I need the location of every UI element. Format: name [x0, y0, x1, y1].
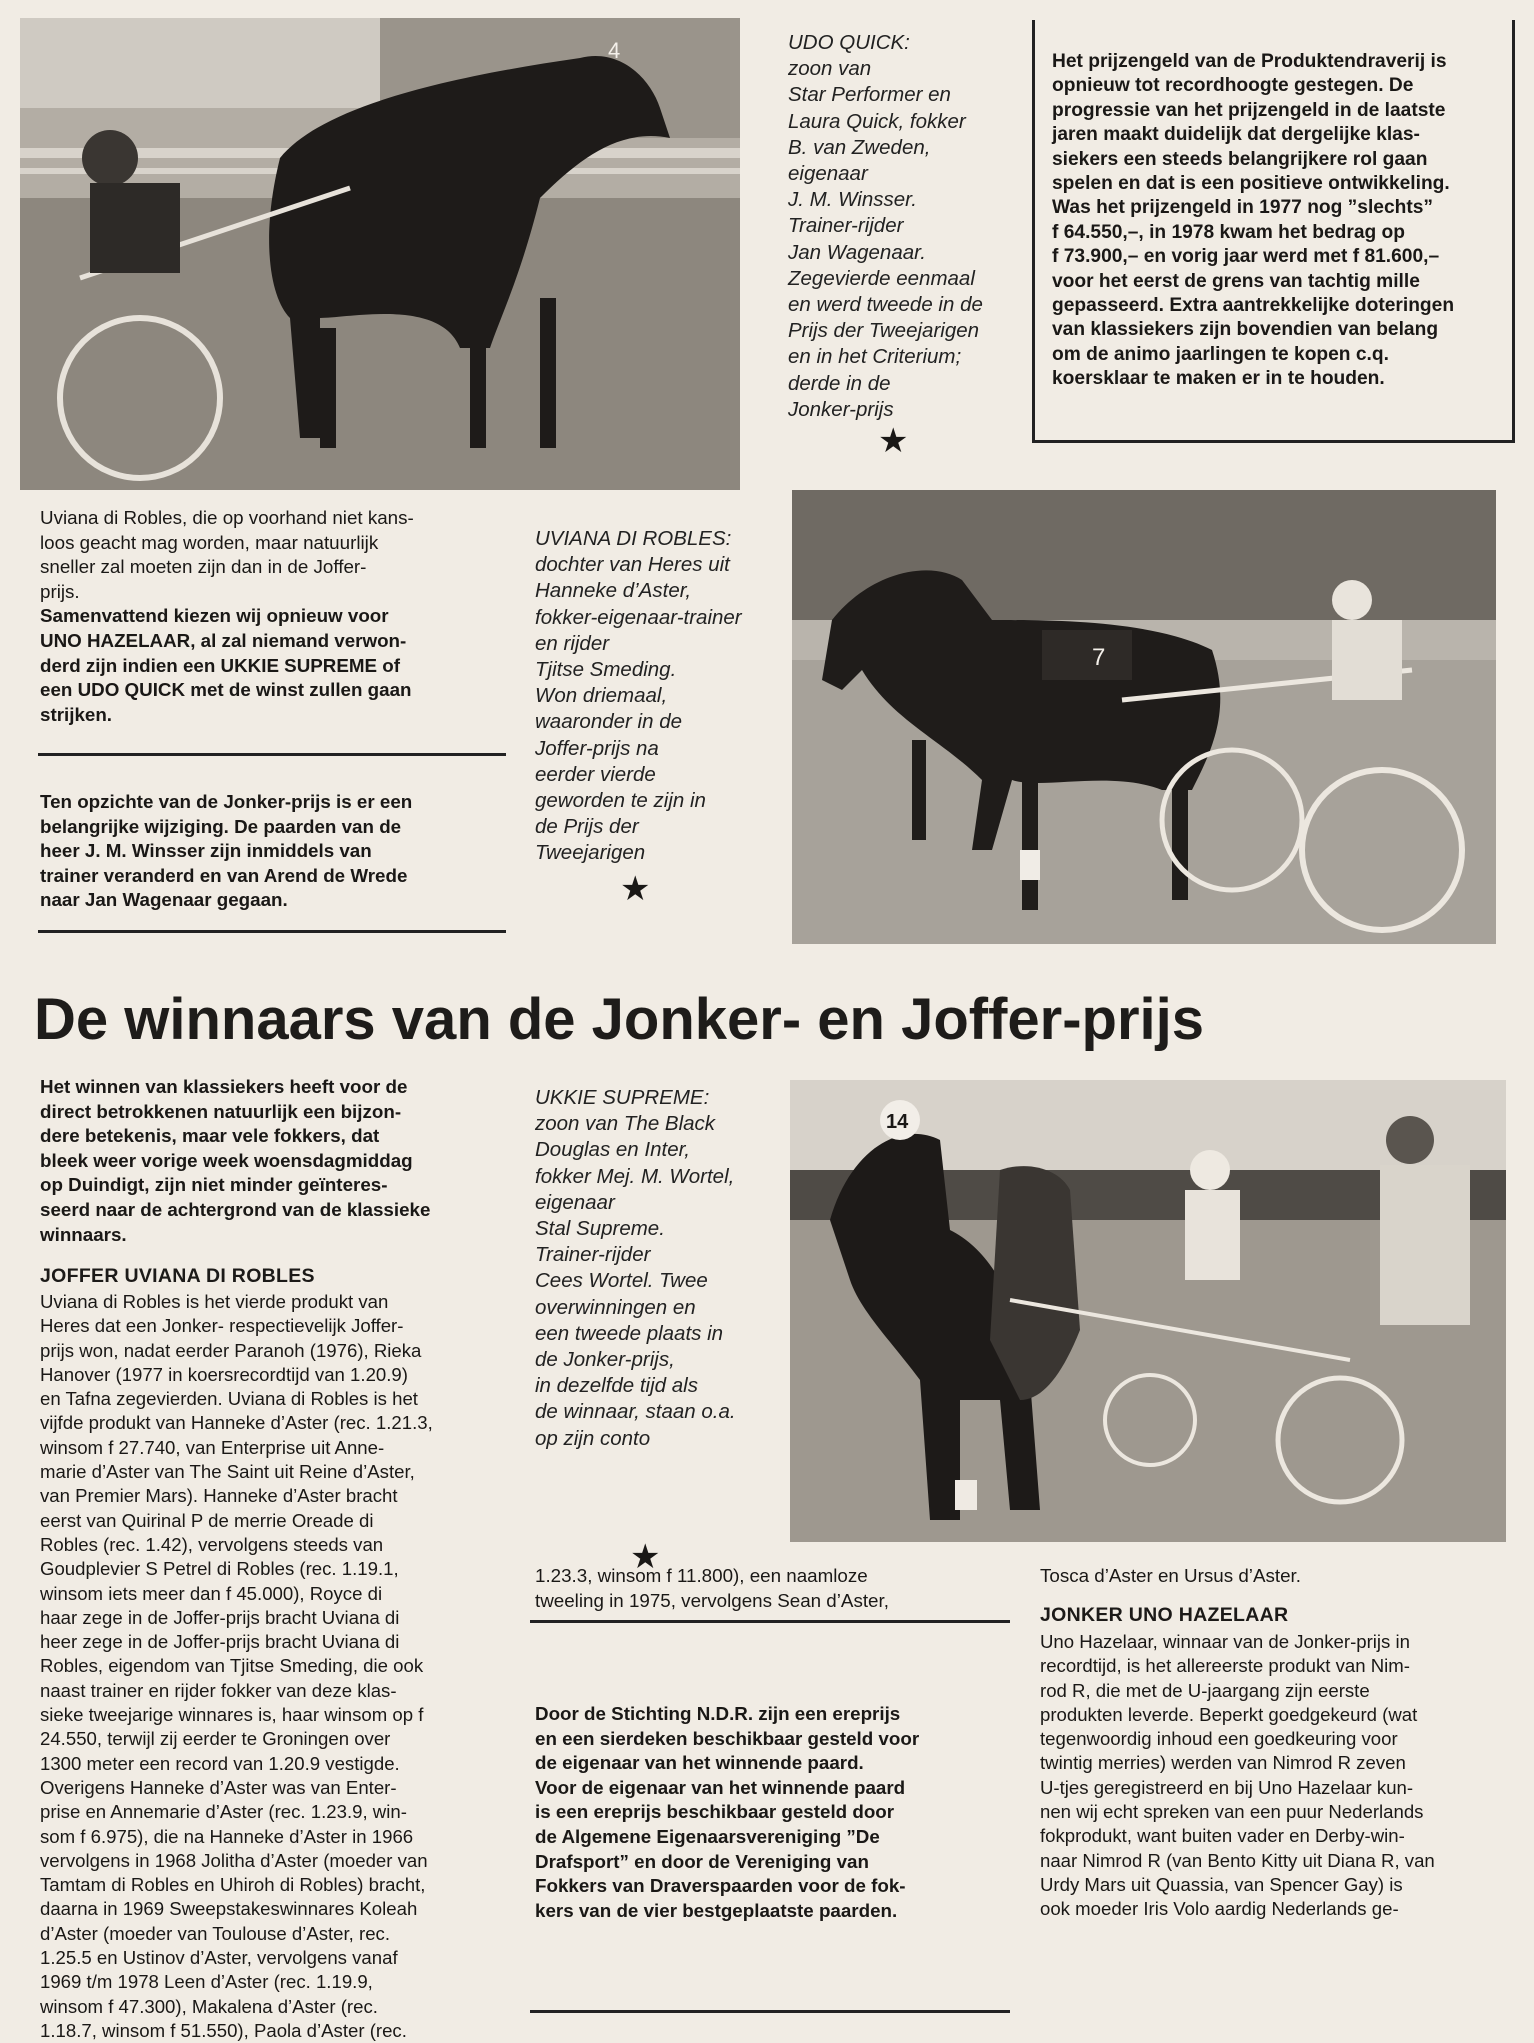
caption-line: Joffer-prijs na: [535, 736, 659, 760]
star-ornament: ★: [878, 422, 909, 460]
caption-line: Zegevierde eenmaal: [788, 266, 975, 290]
caption-line: Star Performer en: [788, 83, 951, 107]
text-line: produkten leverde. Beperkt goedgekeurd (wat: [1040, 1703, 1418, 1725]
caption-line: Trainer-rijder: [535, 1243, 651, 1267]
text-line: Samenvattend kiezen wij opnieuw voor: [40, 605, 389, 627]
text-line: 24.550, terwijl zij eerder te Groningen over: [40, 1728, 391, 1750]
text-line: Het prijzengeld van de Produktendraverij is: [1052, 51, 1447, 72]
caption-line: en werd tweede in de: [788, 293, 983, 317]
text-line: winsom f 27.740, van Enterprise uit Anne-: [40, 1436, 385, 1458]
caption-line: Tweejarigen: [535, 841, 646, 865]
star-ornament: ★: [620, 870, 651, 908]
jonker-heading: JONKER UNO HAZELAAR: [1040, 1604, 1289, 1626]
caption-line: geworden te zijn in: [535, 789, 706, 813]
caption-udo-quick: [788, 30, 983, 423]
caption-line: Prijs der Tweejarigen: [788, 319, 980, 343]
caption-line: UKKIE SUPREME:: [535, 1086, 710, 1109]
text-line: recordtijd, is het allereerste produkt van Nim-: [1040, 1655, 1410, 1677]
text-line: kers van de vier bestgeplaatste paarden.: [535, 1899, 898, 1921]
caption-line: waaronder in de: [535, 710, 683, 734]
jonker-change-box: [40, 790, 412, 913]
text-line: van klassiekers zijn bovendien van belang: [1052, 319, 1439, 341]
text-line: Uno Hazelaar, winnaar van de Jonker-prijs in: [1040, 1631, 1410, 1652]
prijzengeld-box-text: [1052, 50, 1454, 392]
text-line: sieke tweejarige winnares is, haar winsom op f: [40, 1704, 424, 1726]
text-line: Uviana di Robles is het vierde produkt van: [40, 1291, 389, 1312]
text-line: en een sierdeken beschikbaar gesteld voor: [535, 1727, 920, 1749]
text-line: naast trainer en rijder fokker van deze klas-: [40, 1679, 397, 1701]
text-line: Hanover (1977 in koersrecordtijd van 1.20.9): [40, 1363, 408, 1385]
caption-line: B. van Zweden,: [788, 135, 931, 159]
caption-line: overwinningen en: [535, 1295, 696, 1319]
text-line: om de animo jaarlingen te kopen c.q.: [1052, 343, 1389, 365]
svg-text:14: 14: [886, 1111, 909, 1133]
box-left-rule: [1032, 20, 1035, 440]
star-ornament: ★: [630, 1538, 661, 1576]
text-line: Robles, eigendom van Tjitse Smeding, die ook: [40, 1655, 424, 1677]
text-line: heer J. M. Winsser zijn inmiddels van: [40, 840, 372, 862]
text-line: vervolgens in 1968 Jolitha d’Aster (moeder van: [40, 1849, 428, 1871]
caption-line: en rijder: [535, 631, 610, 655]
caption-line: op zijn conto: [535, 1426, 651, 1450]
text-line: direct betrokkenen natuurlijk een bijzon-: [40, 1100, 402, 1122]
text-line: nen wij echt spreken van een puur Nederlands: [1040, 1801, 1424, 1823]
text-line: siekers een steeds belangrijkere rol gaan: [1052, 148, 1428, 170]
caption-line: fokker-eigenaar-trainer: [535, 605, 742, 629]
divider-rule: [38, 753, 506, 756]
caption-line: Won driemaal,: [535, 684, 668, 708]
middle-continuation: [535, 1564, 889, 1613]
text-line: belangrijke wijziging. De paarden van de: [40, 815, 402, 837]
text-line: Robles (rec. 1.42), vervolgens steeds van: [40, 1533, 384, 1555]
box-bottom-rule: [1032, 440, 1515, 443]
text-line: eerst van Quirinal P de merrie Oreade di: [40, 1509, 374, 1531]
box-right-rule: [1512, 20, 1515, 440]
text-line: winnaars.: [40, 1223, 127, 1245]
text-line: winsom iets meer dan f 45.000), Royce di: [40, 1582, 383, 1604]
caption-line: eigenaar: [788, 162, 868, 186]
text-line: U-tjes geregistreerd en bij Uno Hazelaar kun-: [1040, 1776, 1414, 1798]
caption-line: Tjitse Smeding.: [535, 658, 677, 682]
text-line: progressie van het prijzengeld in de laatste: [1052, 99, 1446, 121]
text-line: Voor de eigenaar van het winnende paard: [535, 1776, 906, 1798]
text-line: vijfde produkt van Hanneke d’Aster (rec. 1.21.3,: [40, 1412, 433, 1434]
text-line: Heres dat een Jonker- respectievelijk Joffer-: [40, 1315, 404, 1337]
text-line: f 73.900,– en vorig jaar werd met f 81.600,–: [1052, 246, 1440, 268]
text-line: f 64.550,–, in 1978 kwam het bedrag op: [1052, 221, 1405, 243]
caption-ukkie-supreme: [535, 1085, 736, 1452]
text-line: Drafsport” en door de Vereniging van: [535, 1850, 869, 1872]
caption-line: Stal Supreme.: [535, 1217, 665, 1241]
text-line: Tamtam di Robles en Uhiroh di Robles) bracht,: [40, 1874, 426, 1896]
text-line: de Algemene Eigenaarsvereniging ”De: [535, 1825, 880, 1847]
text-line: Overigens Hanneke d’Aster was van Enter-: [40, 1776, 397, 1798]
udo-quick-illustration: [20, 18, 740, 490]
caption-line: J. M. Winsser.: [788, 188, 917, 212]
text-line: en Tafna zegevierden. Uviana di Robles is het: [40, 1388, 418, 1410]
text-line: haar zege in de Joffer-prijs bracht Uviana di: [40, 1606, 400, 1628]
text-line: fokprodukt, want buiten vader en Derby-win-: [1040, 1825, 1405, 1847]
text-line: opnieuw tot recordhoogte gestegen. De: [1052, 75, 1414, 97]
text-line: op Duindigt, zijn niet minder geïnteres-: [40, 1174, 388, 1196]
left-top-text: [40, 506, 414, 727]
text-line: 1.25.5 en Ustinov d’Aster, vervolgens vanaf: [40, 1947, 398, 1969]
joffer-body: [40, 1290, 433, 2043]
caption-line: UDO QUICK:: [788, 31, 910, 54]
text-line: Urdy Mars uit Quassia, van Spencer Gay) is: [1040, 1873, 1403, 1895]
ndr-box-text: [535, 1702, 919, 1923]
text-line: van Premier Mars). Hanneke d’Aster bracht: [40, 1485, 398, 1507]
text-line: marie d’Aster van The Saint uit Reine d’Aster,: [40, 1461, 415, 1483]
caption-line: dochter van Heres uit: [535, 553, 730, 577]
divider-rule: [530, 1620, 1010, 1623]
ukkie-illustration: [790, 1080, 1506, 1542]
svg-text:7: 7: [1092, 644, 1106, 671]
caption-line: derde in de: [788, 371, 891, 395]
text-line: voor het eerst de grens van tachtig mille: [1052, 270, 1420, 292]
text-line: tegenwoordig inhoud een goedkeuring voor: [1040, 1728, 1398, 1750]
right-continuation: Tosca d’Aster en Ursus d’Aster.: [1040, 1565, 1301, 1586]
caption-line: de winnaar, staan o.a.: [535, 1400, 736, 1424]
caption-line: Douglas en Inter,: [535, 1138, 690, 1162]
text-line: derd zijn indien een UKKIE SUPREME of: [40, 654, 401, 676]
text-line: Goudplevier S Petrel di Robles (rec. 1.19.1,: [40, 1558, 399, 1580]
uviana-illustration: [792, 490, 1496, 944]
text-line: ook moeder Iris Volo aardig Nederlands ge-: [1040, 1898, 1399, 1920]
text-line: gepasseerd. Extra aantrekkelijke doteringen: [1052, 295, 1455, 317]
text-line: naar Nimrod R (van Bento Kitty uit Diana R, van: [1040, 1849, 1435, 1871]
divider-rule: [530, 2010, 1010, 2013]
text-line: seerd naar de achtergrond van de klassieke: [40, 1198, 431, 1220]
text-line: rod R, die met de U-jaargang zijn eerste: [1040, 1679, 1370, 1701]
caption-line: en in het Criterium;: [788, 345, 962, 369]
caption-line: de Prijs der: [535, 815, 639, 839]
caption-line: Cees Wortel. Twee: [535, 1269, 708, 1293]
caption-uviana: [535, 526, 742, 867]
caption-line: een tweede plaats in: [535, 1321, 724, 1345]
text-line: UNO HAZELAAR, al zal niemand verwon-: [40, 629, 407, 651]
caption-line: Hanneke d’Aster,: [535, 579, 692, 603]
caption-line: Laura Quick, fokker: [788, 109, 966, 133]
photo-uviana-di-robles: [792, 490, 1496, 944]
text-line: prise en Annemarie d’Aster (rec. 1.23.9, win-: [40, 1801, 407, 1823]
caption-line: UVIANA DI ROBLES:: [535, 527, 732, 550]
text-line: twintig merries) werden van Nimrod R zeven: [1040, 1752, 1406, 1774]
caption-line: eerder vierde: [535, 762, 656, 786]
text-line: Fokkers van Draverspaarden voor de fok-: [535, 1875, 906, 1897]
text-line: jaren maakt duidelijk dat dergelijke klas-: [1052, 124, 1420, 146]
text-line: Was het prijzengeld in 1977 nog ”slechts”: [1052, 197, 1433, 219]
text-line: tweeling in 1975, vervolgens Sean d’Aster,: [535, 1589, 889, 1611]
text-line: 1.18.7, winsom f 51.550), Paola d’Aster (rec.: [40, 2019, 407, 2041]
svg-text:4: 4: [608, 38, 621, 63]
text-line: sneller zal moeten zijn dan in de Joffer-: [40, 556, 367, 578]
photo-udo-quick: [20, 18, 740, 490]
headline: De winnaars van de Jonker- en Joffer-prijs: [34, 987, 1205, 1052]
caption-line: Jonker-prijs: [788, 397, 894, 421]
text-line: dere betekenis, maar vele fokkers, dat: [40, 1125, 380, 1147]
caption-line: in dezelfde tijd als: [535, 1374, 698, 1398]
text-line: naar Jan Wagenaar gegaan.: [40, 889, 288, 911]
text-line: Uviana di Robles, die op voorhand niet kans-: [40, 507, 414, 528]
text-line: d’Aster (moeder van Toulouse d’Aster, rec.: [40, 1922, 391, 1944]
text-line: prijs won, nadat eerder Paranoh (1976), Rieka: [40, 1339, 422, 1361]
jonker-body: [1040, 1630, 1435, 1922]
joffer-heading: JOFFER UVIANA DI ROBLES: [40, 1265, 315, 1287]
photo-ukkie-supreme: [790, 1080, 1506, 1542]
intro-text: [40, 1075, 430, 1247]
text-line: spelen en dat is een positieve ontwikkeling.: [1052, 173, 1450, 195]
text-line: is een ereprijs beschikbaar gesteld door: [535, 1801, 895, 1823]
text-line: Ten opzichte van de Jonker-prijs is er een: [40, 791, 413, 812]
text-line: daarna in 1969 Sweepstakeswinnares Koleah: [40, 1898, 418, 1920]
divider-rule: [38, 930, 506, 933]
text-line: heer zege in de Joffer-prijs bracht Uviana di: [40, 1631, 400, 1653]
text-line: Door de Stichting N.D.R. zijn een ereprijs: [535, 1703, 901, 1724]
text-line: koersklaar te maken er in te houden.: [1052, 368, 1385, 390]
text-line: 1969 t/m 1978 Leen d’Aster (rec. 1.19.9,: [40, 1971, 373, 1993]
caption-line: Jan Wagenaar.: [788, 240, 926, 264]
text-line: Het winnen van klassiekers heeft voor de: [40, 1076, 408, 1097]
text-line: som f 6.975), die na Hanneke d’Aster in 1966: [40, 1825, 414, 1847]
text-line: 1.23.3, winsom f 11.800), een naamloze: [535, 1565, 868, 1586]
text-line: een UDO QUICK met de winst zullen gaan: [40, 679, 412, 701]
text-line: 1300 meter een record van 1.20.9 vestigde.: [40, 1752, 400, 1774]
text-line: strijken.: [40, 703, 113, 725]
text-line: prijs.: [40, 580, 80, 602]
text-line: bleek weer vorige week woensdagmiddag: [40, 1149, 413, 1171]
text-line: winsom f 47.300), Makalena d’Aster (rec.: [40, 1995, 378, 2017]
caption-line: zoon van The Black: [535, 1112, 716, 1136]
text-line: trainer veranderd en van Arend de Wrede: [40, 864, 408, 886]
caption-line: de Jonker-prijs,: [535, 1348, 675, 1372]
text-line: loos geacht mag worden, maar natuurlijk: [40, 531, 379, 553]
caption-line: fokker Mej. M. Wortel,: [535, 1164, 735, 1188]
caption-line: Trainer-rijder: [788, 214, 904, 238]
text-line: de eigenaar van het winnende paard.: [535, 1752, 864, 1774]
caption-line: eigenaar: [535, 1190, 615, 1214]
caption-line: zoon van: [788, 57, 872, 81]
